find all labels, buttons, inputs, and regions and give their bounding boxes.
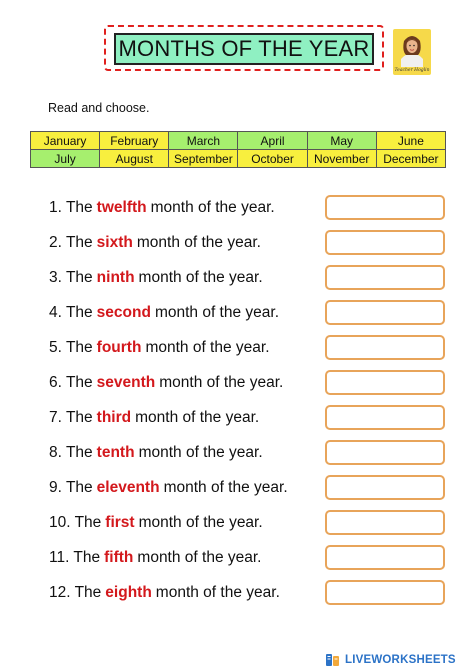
- question-number: 4. The: [49, 304, 93, 321]
- month-cell: July: [31, 150, 100, 168]
- month-cell: January: [31, 132, 100, 150]
- question-number: 12. The: [49, 584, 102, 601]
- question-rest: month of the year.: [136, 234, 261, 251]
- question-ordinal: twelfth: [96, 199, 147, 216]
- answer-input[interactable]: [325, 300, 445, 325]
- answer-input[interactable]: [325, 265, 445, 290]
- question-row: [49, 229, 261, 257]
- page-title: MONTHS OF THE YEAR: [114, 33, 374, 65]
- question-rest: month of the year.: [135, 409, 260, 426]
- teacher-logo: [393, 29, 431, 75]
- question-number: 3. The: [49, 269, 93, 286]
- footer-brand-text: LIVEWORKSHEETS: [345, 654, 456, 666]
- question-number: 8. The: [49, 444, 93, 461]
- question-rest: month of the year.: [138, 269, 263, 286]
- question-rest: month of the year.: [159, 374, 284, 391]
- liveworksheets-logo-icon: [325, 653, 341, 667]
- title-banner: [104, 25, 384, 71]
- answer-input[interactable]: [325, 475, 445, 500]
- question-ordinal: eleventh: [96, 479, 160, 496]
- logo-caption: Teacher Hoglin: [394, 68, 430, 73]
- question-row: [49, 404, 259, 432]
- question-rest: month of the year.: [155, 584, 280, 601]
- question-number: 11. The: [49, 549, 101, 566]
- month-cell: October: [238, 150, 307, 168]
- month-cell: March: [169, 132, 238, 150]
- months-row-2: [31, 150, 446, 168]
- question-row: [49, 334, 270, 362]
- question-ordinal: ninth: [96, 269, 135, 286]
- question-row: [49, 509, 263, 537]
- answer-input[interactable]: [325, 510, 445, 535]
- question-number: 10. The: [49, 514, 102, 531]
- question-ordinal: first: [105, 514, 135, 531]
- month-cell: September: [169, 150, 238, 168]
- question-row: [49, 544, 261, 572]
- instruction-text: Read and choose.: [48, 101, 150, 115]
- question-number: 9. The: [49, 479, 93, 496]
- answer-input[interactable]: [325, 335, 445, 360]
- question-rest: month of the year.: [138, 514, 263, 531]
- question-number: 2. The: [49, 234, 93, 251]
- question-ordinal: third: [96, 409, 132, 426]
- answer-input[interactable]: [325, 440, 445, 465]
- question-row: [49, 194, 275, 222]
- answer-input[interactable]: [325, 580, 445, 605]
- question-row: [49, 369, 283, 397]
- month-cell: December: [376, 150, 445, 168]
- month-cell: November: [307, 150, 376, 168]
- question-ordinal: second: [96, 304, 151, 321]
- question-ordinal: eighth: [105, 584, 152, 601]
- question-rest: month of the year.: [150, 199, 275, 216]
- month-cell: May: [307, 132, 376, 150]
- question-row: [49, 264, 263, 292]
- question-ordinal: fourth: [96, 339, 142, 356]
- footer-brand[interactable]: [325, 652, 456, 668]
- question-ordinal: sixth: [96, 234, 133, 251]
- question-row: [49, 439, 263, 467]
- answer-input[interactable]: [325, 195, 445, 220]
- question-row: [49, 474, 288, 502]
- question-rest: month of the year.: [137, 549, 262, 566]
- answer-input[interactable]: [325, 370, 445, 395]
- question-ordinal: tenth: [96, 444, 135, 461]
- answer-input[interactable]: [325, 230, 445, 255]
- months-row-1: [31, 132, 446, 150]
- question-ordinal: seventh: [96, 374, 156, 391]
- answer-input[interactable]: [325, 405, 445, 430]
- question-rest: month of the year.: [163, 479, 288, 496]
- month-cell: June: [376, 132, 445, 150]
- question-row: [49, 299, 279, 327]
- question-row: [49, 579, 280, 607]
- question-rest: month of the year.: [154, 304, 280, 321]
- month-cell: February: [100, 132, 169, 150]
- question-ordinal: fifth: [104, 549, 134, 566]
- question-number: 7. The: [49, 409, 93, 426]
- question-number: 5. The: [49, 339, 93, 356]
- question-number: 6. The: [49, 374, 93, 391]
- month-cell: August: [100, 150, 169, 168]
- months-table: [30, 131, 446, 168]
- answer-input[interactable]: [325, 545, 445, 570]
- month-cell: April: [238, 132, 307, 150]
- question-rest: month of the year.: [145, 339, 270, 356]
- question-rest: month of the year.: [138, 444, 263, 461]
- question-number: 1. The: [49, 199, 93, 216]
